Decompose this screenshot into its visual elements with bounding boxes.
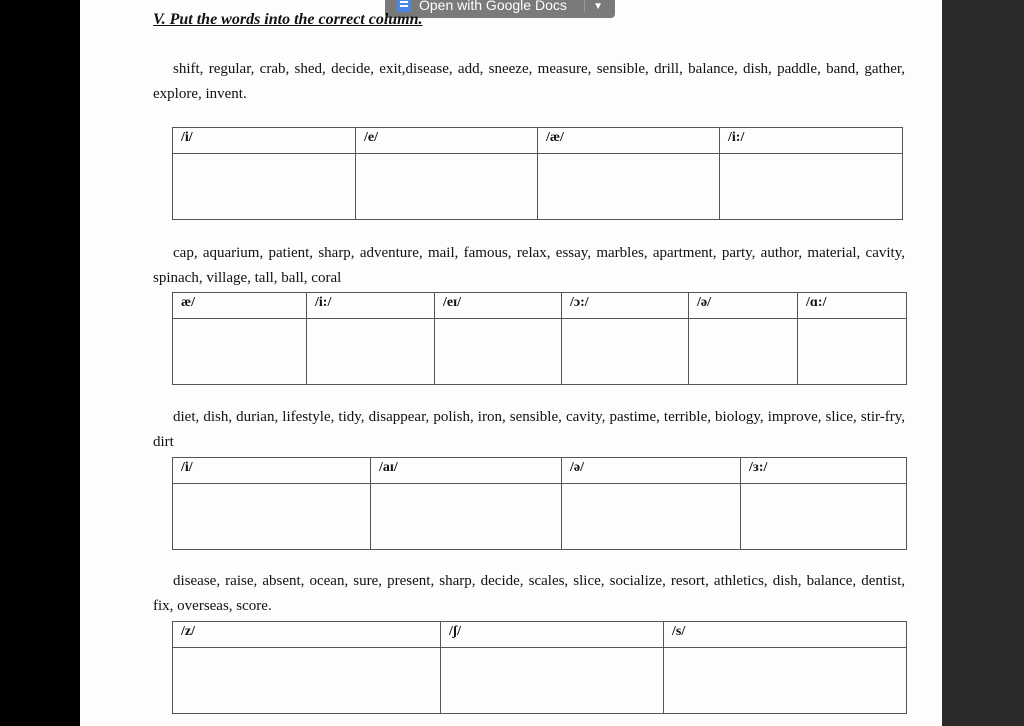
word-list-4: disease, raise, absent, ocean, sure, present, sharp, decide, scales, slice, socialize, resort, athletics, dish, balance, dentist, fix, overseas, score. bbox=[153, 573, 905, 614]
chevron-down-icon[interactable]: ▼ bbox=[593, 1, 603, 12]
column-header: /ɜ:/ bbox=[741, 458, 907, 484]
sort-table-2 bbox=[172, 292, 907, 385]
word-list-3: diet, dish, durian, lifestyle, tidy, disappear, polish, iron, sensible, cavity, pastime, terrible, biology, improve, slice, stir-fry, dirt bbox=[153, 409, 905, 450]
column-header: /s/ bbox=[664, 622, 907, 648]
column-header: /aɪ/ bbox=[371, 458, 562, 484]
answer-cell[interactable] bbox=[307, 319, 435, 385]
answer-cell[interactable] bbox=[435, 319, 562, 385]
toolbar-divider bbox=[584, 0, 585, 12]
sort-table-3 bbox=[172, 457, 907, 550]
answer-cell[interactable] bbox=[720, 154, 903, 220]
answer-cell[interactable] bbox=[562, 484, 741, 550]
column-header: /eɪ/ bbox=[435, 293, 562, 319]
answer-cell[interactable] bbox=[798, 319, 907, 385]
column-header: /i:/ bbox=[307, 293, 435, 319]
column-header: /e/ bbox=[356, 128, 538, 154]
open-with-label: Open with Google Docs bbox=[419, 0, 567, 13]
sort-table-1 bbox=[172, 127, 903, 220]
answer-cell[interactable] bbox=[356, 154, 538, 220]
word-list-1: shift, regular, crab, shed, decide, exit,disease, add, sneeze, measure, sensible, drill, balance, dish, paddle, band, gather, explore, invent. bbox=[153, 61, 905, 102]
column-header: /i:/ bbox=[720, 128, 903, 154]
answer-cell[interactable] bbox=[371, 484, 562, 550]
answer-cell[interactable] bbox=[741, 484, 907, 550]
column-header: /ɑ:/ bbox=[798, 293, 907, 319]
sort-table-4 bbox=[172, 621, 907, 714]
column-header: /ə/ bbox=[562, 458, 741, 484]
column-header: /z/ bbox=[173, 622, 441, 648]
word-list-2: cap, aquarium, patient, sharp, adventure, mail, famous, relax, essay, marbles, apartment, party, author, material, cavity, spinach, village, tall, ball, coral bbox=[153, 245, 905, 286]
answer-cell[interactable] bbox=[538, 154, 720, 220]
answer-cell[interactable] bbox=[173, 154, 356, 220]
column-header: /i/ bbox=[173, 458, 371, 484]
answer-cell[interactable] bbox=[689, 319, 798, 385]
answer-cell[interactable] bbox=[173, 648, 441, 714]
answer-cell[interactable] bbox=[441, 648, 664, 714]
viewer-gutter bbox=[942, 0, 1024, 726]
answer-cell[interactable] bbox=[173, 484, 371, 550]
answer-cell[interactable] bbox=[562, 319, 689, 385]
column-header: æ/ bbox=[173, 293, 307, 319]
column-header: /i/ bbox=[173, 128, 356, 154]
column-header: /æ/ bbox=[538, 128, 720, 154]
exercise-heading: V. Put the words into the correct column. bbox=[153, 11, 423, 28]
column-header: /ə/ bbox=[689, 293, 798, 319]
column-header: /ʃ/ bbox=[441, 622, 664, 648]
answer-cell[interactable] bbox=[173, 319, 307, 385]
answer-cell[interactable] bbox=[664, 648, 907, 714]
column-header: /ɔ:/ bbox=[562, 293, 689, 319]
